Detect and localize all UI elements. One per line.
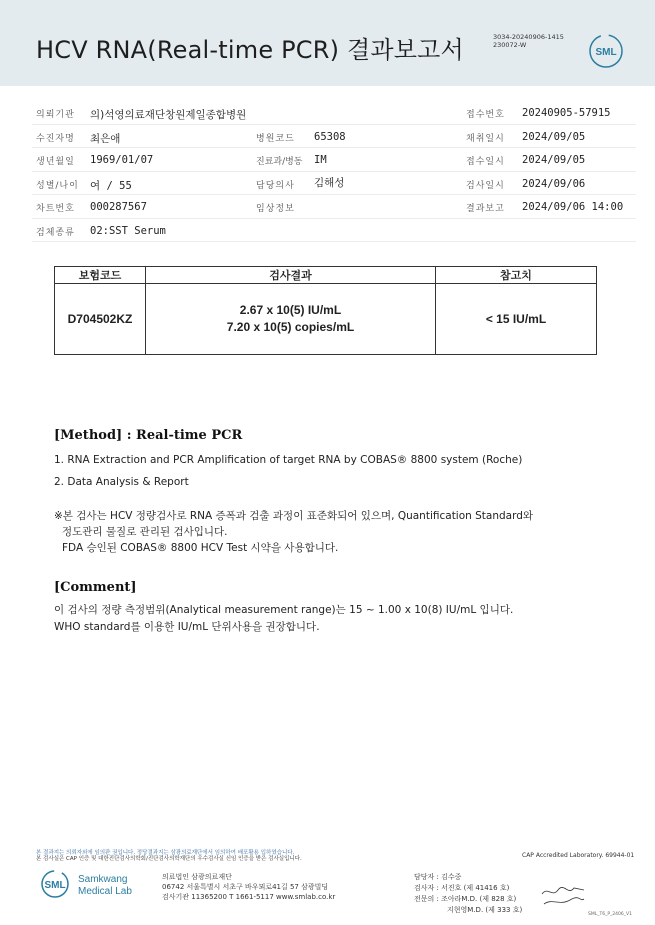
lab-id: 230072-W: [493, 41, 527, 49]
brand-line-2: Medical Lab: [78, 886, 132, 897]
info-row: [32, 219, 636, 243]
sml-logo-icon: [589, 34, 623, 68]
col-code-header: 보험코드: [55, 267, 146, 284]
chart-label: 차트번호: [36, 204, 75, 214]
address-line-1: 의료법인 삼광의료재단: [162, 873, 232, 881]
report-header: [0, 0, 655, 86]
name-value: 최은애: [90, 132, 121, 145]
method-note-3: FDA 승인된 COBAS® 8800 HCV Test 시약을 사용합니다.: [62, 542, 339, 554]
col-result-header: 검사결과: [146, 267, 436, 284]
test-result: [146, 284, 436, 355]
hospital-code-value: 65308: [314, 130, 346, 143]
comment-title: [Comment]: [54, 580, 137, 595]
sex-age-label: 성별/나이: [36, 180, 79, 191]
age-value: / 55: [106, 179, 132, 192]
reported-label: 결과보고: [466, 204, 505, 214]
insurance-code: D704502KZ: [55, 284, 146, 355]
name-label: 수진자명: [36, 133, 75, 144]
method-note-2: 정도관리 물질로 관리된 검사입니다.: [62, 526, 228, 538]
dept-label: 진료과/병동: [256, 157, 303, 167]
footer-brand: [78, 874, 132, 898]
method-note-1: ※본 검사는 HCV 정량검사로 RNA 증폭과 검출 과정이 표준화되어 있으며, Quantification Standard와: [54, 510, 534, 522]
reference-value: < 15 IU/mL: [436, 284, 597, 355]
clinical-label: 임상정보: [256, 204, 295, 214]
footer-address: [162, 872, 335, 902]
comment-line-2: WHO standard를 이용한 IU/mL 단위사용을 권장합니다.: [54, 621, 320, 633]
method-title: [Method] : Real-time PCR: [54, 428, 243, 443]
logo-text: SML: [595, 47, 617, 58]
report-id: 3034-20240906-1415: [493, 33, 564, 41]
comment-line-1: 이 검사의 정량 측정범위(Analytical measurement range)는 15 ~ 1.00 x 10(8) IU/mL 입니다.: [54, 604, 514, 616]
reported-value: 2024/09/06 14:00: [522, 201, 624, 213]
dept-value: IM: [314, 154, 327, 166]
result-iu: 2.67 x 10(5) IU/mL: [239, 303, 342, 317]
result-copies: 7.20 x 10(5) copies/mL: [226, 320, 355, 334]
info-row: [32, 195, 636, 219]
cap-accreditation: CAP Accredited Laboratory. 69944-01: [522, 852, 635, 859]
chart-value: 000287567: [90, 201, 147, 213]
doctor-label: 담당의사: [256, 180, 295, 191]
tested-value: 2024/09/06: [522, 177, 586, 190]
form-code: SML_T6_P_2406_V1: [588, 912, 632, 917]
info-row: [32, 148, 636, 172]
footer-notice-1: 본 결과지는 의뢰자외에 임의판 권입니다. 정당결과지는 삼광의료재단에서 임의하여 배포활용 입하였습니다.: [36, 850, 295, 856]
staff-line-1: 담당자 : 김수중: [414, 873, 462, 881]
document-codes: [493, 33, 564, 49]
specimen-value: 02:SST Serum: [90, 224, 166, 237]
doctor-value: 김해성: [314, 176, 345, 189]
institution-label: 의뢰기관: [36, 110, 75, 120]
method-item-2: 2. Data Analysis & Report: [54, 476, 189, 488]
hospital-code-label: 병원코드: [256, 133, 295, 144]
staff-line-2: 검사자 : 서진호 (제 41416 호): [414, 884, 510, 892]
patient-info: [32, 101, 636, 242]
dob-label: 생년월일: [36, 157, 75, 167]
table-header-row: [55, 267, 597, 284]
staff-line-4: 지현영M.D. (제 333 호): [447, 906, 523, 914]
sex-age-value: [90, 178, 132, 193]
institution-value: 의)석영의료재단창원제일종합병원: [90, 109, 247, 121]
result-table: [54, 266, 597, 355]
table-row: [55, 284, 597, 355]
collected-label: 채취일시: [466, 133, 505, 144]
receipt-value: 20240905-57915: [522, 107, 611, 119]
address-line-2: 06742 서울특별시 서초구 바우뫼로41길 57 삼광빌딩: [162, 883, 329, 891]
receipt-label: 접수번호: [466, 110, 505, 120]
info-row: [32, 101, 636, 125]
footer-logo-text: SML: [44, 880, 66, 891]
info-row: [32, 172, 636, 196]
collected-value: 2024/09/05: [522, 130, 586, 143]
received-value: 2024/09/05: [522, 154, 586, 166]
received-label: 접수일시: [466, 157, 505, 167]
signature-icon: [540, 882, 586, 908]
brand-line-1: Samkwang: [78, 874, 128, 885]
dob-value: 1969/01/07: [90, 154, 154, 166]
method-item-1: 1. RNA Extraction and PCR Amplification of target RNA by COBAS® 8800 system (Roche): [54, 454, 523, 466]
tested-label: 검사일시: [466, 180, 505, 191]
sex-value: 여: [90, 179, 101, 192]
footer-notice-2: 본 검사실은 CAP 인증 및 대한진단검사의학회/진단검사의학재단의 우수검사실 신임 인증을 받은 검사실입니다.: [36, 856, 302, 862]
footer-staff: [414, 872, 522, 916]
staff-line-3: 전문의 : 조아라M.D. (제 828 호): [414, 895, 517, 903]
specimen-label: 검체종류: [36, 227, 75, 238]
info-row: [32, 125, 636, 149]
sml-footer-logo-icon: [36, 869, 74, 899]
address-line-3: 검사기관 11365200 T 1661-5117 www.smlab.co.kr: [162, 893, 336, 901]
col-ref-header: 참고치: [436, 267, 597, 284]
page-title: HCV RNA(Real-time PCR) 결과보고서: [36, 36, 464, 64]
